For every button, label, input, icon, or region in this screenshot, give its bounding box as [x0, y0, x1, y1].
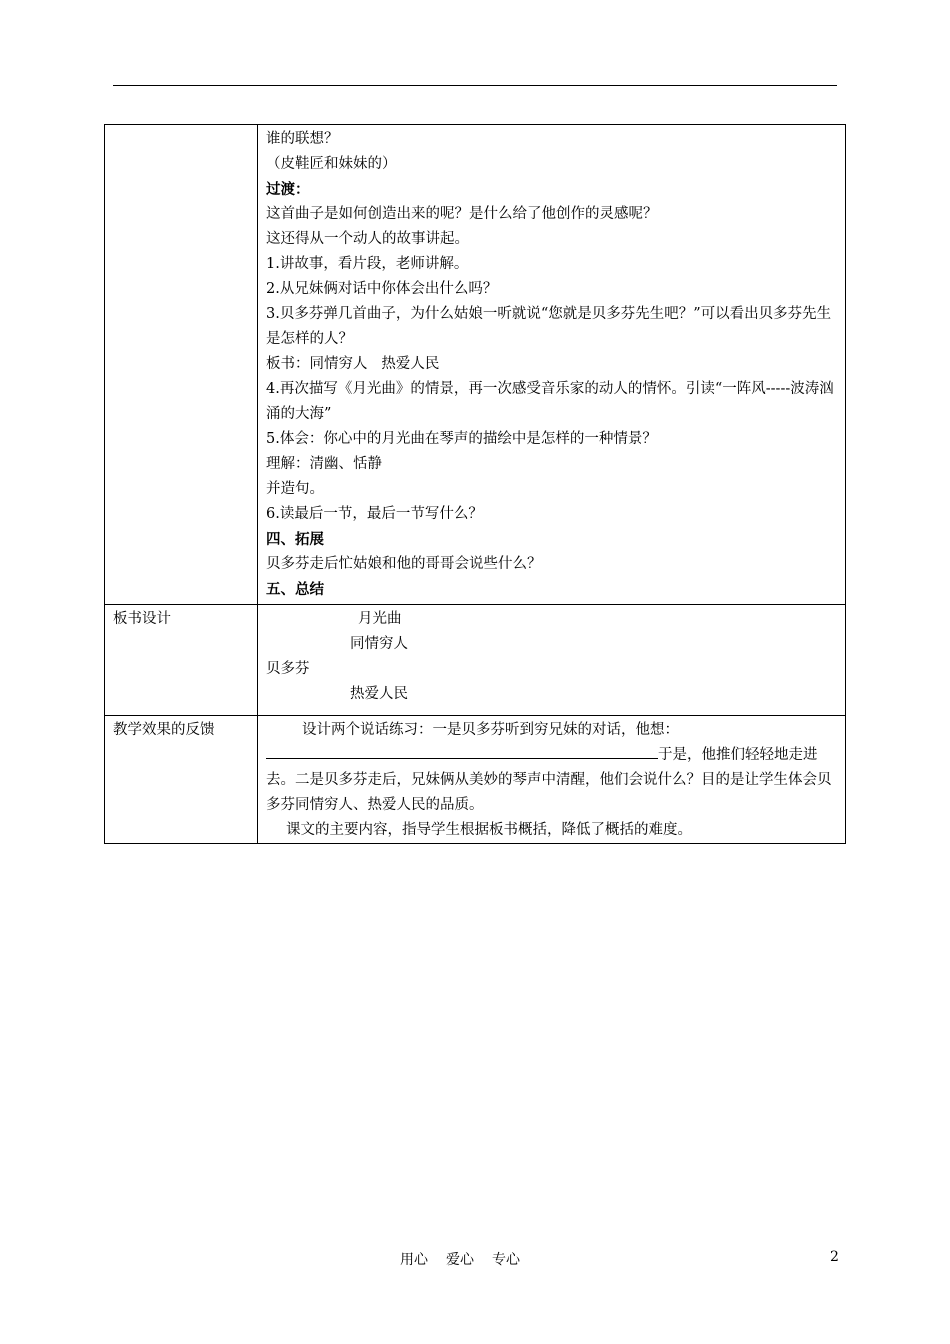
board-title: 月光曲: [358, 611, 402, 627]
lesson-plan-table: [104, 124, 846, 844]
table-row-board-design: [105, 605, 846, 716]
section-heading-transition: 过渡：: [266, 181, 310, 198]
board-design-content: [258, 605, 846, 716]
footer-word-3: 专心: [492, 1252, 520, 1268]
content-line: 2.从兄妹俩对话中你体会出什么吗？: [266, 281, 498, 297]
page-number: 2: [830, 1249, 839, 1265]
content-line: 3.贝多芬弹几首曲子，为什么姑娘一听就说“您就是贝多芬先生吧？”可以看出贝多芬先生是怎样的人？: [266, 306, 832, 347]
feedback-paragraph-1: [266, 718, 837, 818]
fill-in-blank-line: [266, 744, 658, 759]
table-row-feedback: [105, 716, 846, 844]
header-rule: [113, 85, 837, 86]
feedback-text-continue: 于是，他推们轻轻地走进去。二是贝多芬走后，兄妹俩从美妙的琴声中清醒，他们会说什么？目的是让学生体会贝多芬同情穷人、热爱人民的品质。: [266, 747, 832, 813]
row-label-board-design: 板书设计: [105, 605, 258, 716]
feedback-text-start: 设计两个说话练习：一是贝多芬听到穷兄妹的对话，他想：: [302, 722, 679, 738]
table-row-process: [105, 125, 846, 605]
content-line: 4.再次描写《月光曲》的情景，再一次感受音乐家的动人的情怀。引读“一阵风-----波涛汹涌的大海”: [266, 381, 834, 422]
section-heading-summary: 五、总结: [266, 581, 324, 598]
feedback-paragraph-2: [266, 818, 837, 843]
content-line: 理解：清幽、恬静: [266, 456, 382, 472]
content-line: 这还得从一个动人的故事讲起。: [266, 231, 469, 247]
content-line: 5.体会：你心中的月光曲在琴声的描绘中是怎样的一种情景？: [266, 431, 657, 447]
footer-word-2: 爱心: [446, 1252, 474, 1268]
content-line: 这首曲子是如何创造出来的呢？是什么给了他创作的灵感呢？: [266, 206, 658, 222]
content-line: 1.讲故事，看片段，老师讲解。: [266, 256, 469, 272]
feedback-content: [258, 716, 846, 844]
content-line: 贝多芬走后忙姑娘和他的哥哥会说些什么？: [266, 556, 542, 572]
content-line: 6.读最后一节，最后一节写什么？: [266, 506, 483, 522]
content-line: 谁的联想？: [266, 131, 339, 147]
footer-word-1: 用心: [400, 1252, 428, 1268]
feedback-text-summary: 课文的主要内容，指导学生根据板书概括，降低了概括的难度。: [286, 822, 692, 838]
content-line: （皮鞋匠和妹妹的）: [266, 156, 397, 172]
board-point-love: 热爱人民: [350, 686, 408, 702]
section-heading-extension: 四、拓展: [266, 531, 324, 548]
board-main-subject: 贝多芬: [266, 661, 310, 677]
board-point-sympathy: 同情穷人: [350, 636, 408, 652]
content-line: 板书：同情穷人 热爱人民: [266, 356, 440, 372]
content-line: 并造句。: [266, 481, 324, 497]
row-label-empty: [105, 125, 258, 605]
process-content: [258, 125, 846, 605]
footer-motto: [400, 1249, 520, 1269]
row-label-feedback: 教学效果的反馈: [105, 716, 258, 844]
